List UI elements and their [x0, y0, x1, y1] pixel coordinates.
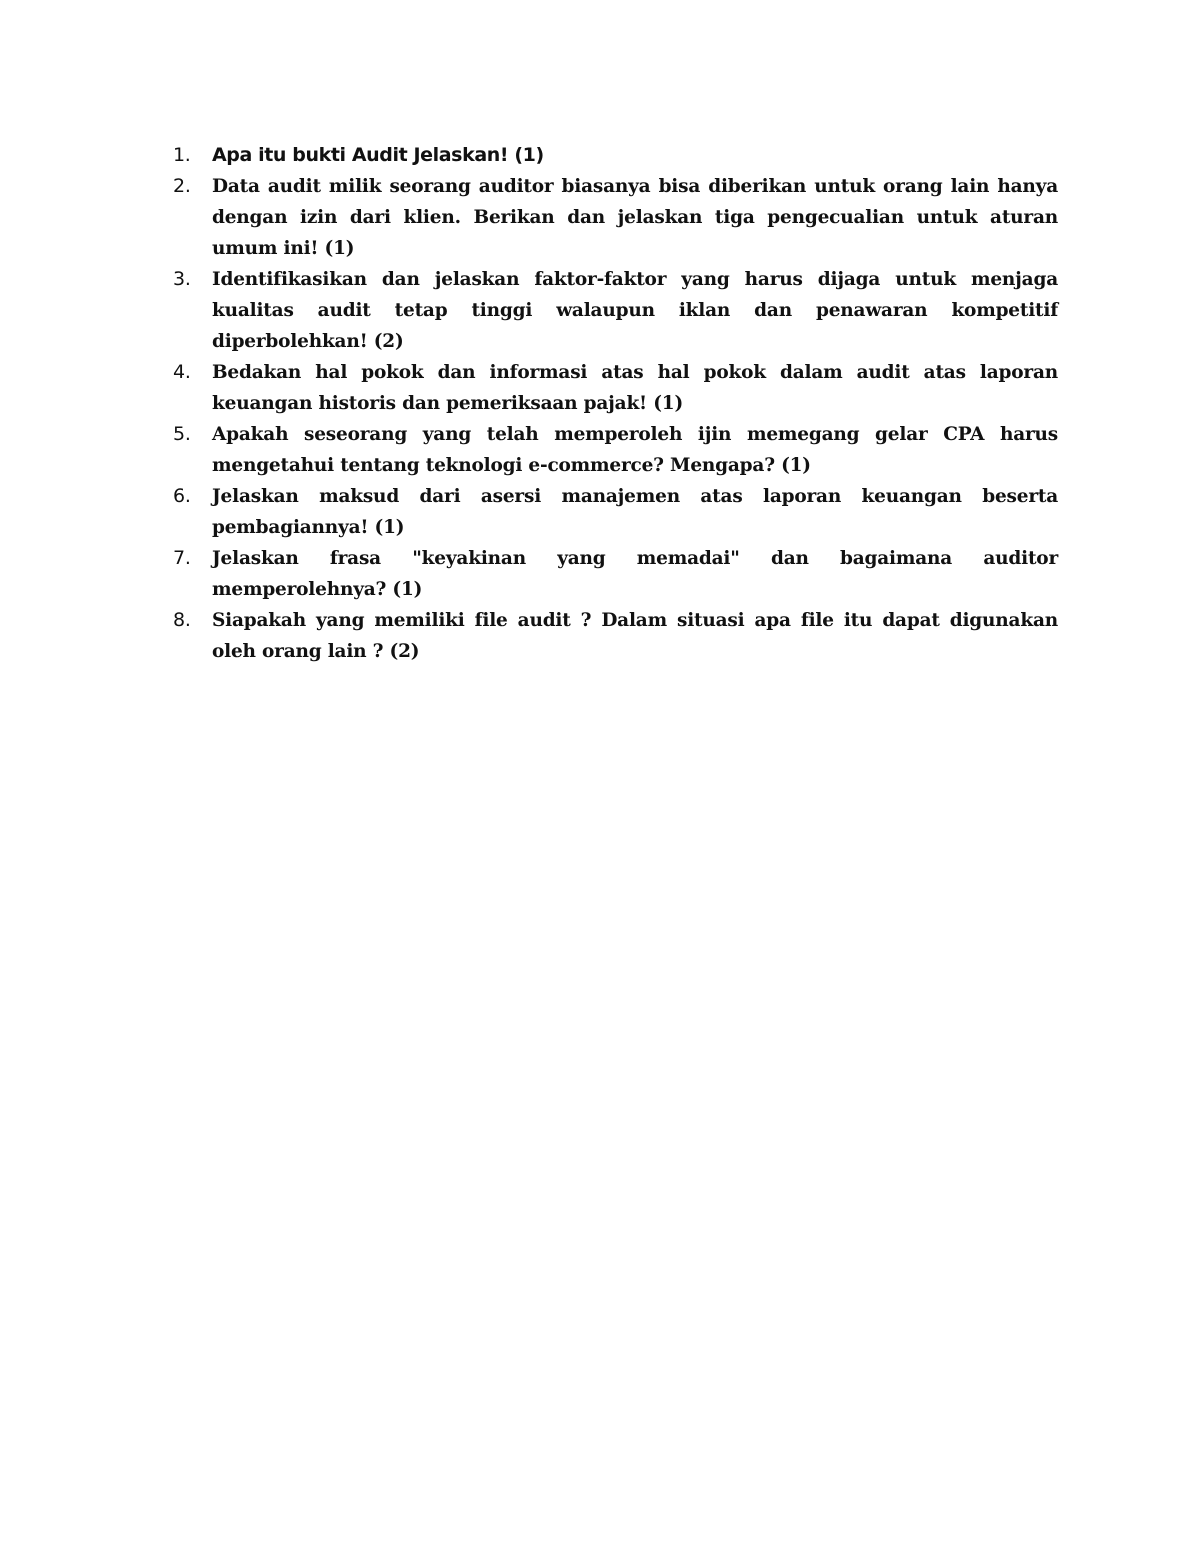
question-text: Identifikasikan dan jelaskan faktor-faktor yang harus dijaga untuk menjaga kualitas audit tetap tinggi walaupun iklan dan penawaran kompetitif diperbolehkan! (2) [212, 269, 1058, 352]
question-number: 5. [173, 423, 191, 445]
question-number: 4. [173, 361, 191, 383]
question-text: Data audit milik seorang auditor biasanya bisa diberikan untuk orang lain hanya dengan izin dari klien. Berikan dan jelaskan tiga pengecualian untuk aturan umum ini! (1) [212, 176, 1058, 259]
question-number: 2. [173, 175, 191, 197]
question-item-3 [170, 264, 1058, 357]
question-item-2 [170, 171, 1058, 264]
question-item-6 [170, 481, 1058, 543]
question-number: 6. [173, 485, 191, 507]
question-text: Jelaskan maksud dari asersi manajemen atas laporan keuangan beserta pembagiannya! (1) [212, 486, 1058, 538]
question-item-7 [170, 543, 1058, 605]
question-item-4 [170, 357, 1058, 419]
question-text: Bedakan hal pokok dan informasi atas hal pokok dalam audit atas laporan keuangan historis dan pemeriksaan pajak! (1) [212, 362, 1058, 414]
question-item-8 [170, 605, 1058, 667]
question-text: Siapakah yang memiliki file audit ? Dalam situasi apa file itu dapat digunakan oleh orang lain ? (2) [212, 610, 1058, 662]
question-item-1 [170, 140, 1058, 171]
question-text: Apa itu bukti Audit Jelaskan! (1) [212, 144, 544, 166]
question-number: 3. [173, 268, 191, 290]
question-text: Jelaskan frasa "keyakinan yang memadai" dan bagaimana auditor memperolehnya? (1) [212, 548, 1058, 600]
question-number: 8. [173, 609, 191, 631]
question-number: 1. [173, 144, 191, 166]
question-number: 7. [173, 547, 191, 569]
question-text: Apakah seseorang yang telah memperoleh ijin memegang gelar CPA harus mengetahui tentang teknologi e-commerce? Mengapa? (1) [212, 424, 1058, 476]
question-list [170, 140, 1058, 667]
question-item-5 [170, 419, 1058, 481]
